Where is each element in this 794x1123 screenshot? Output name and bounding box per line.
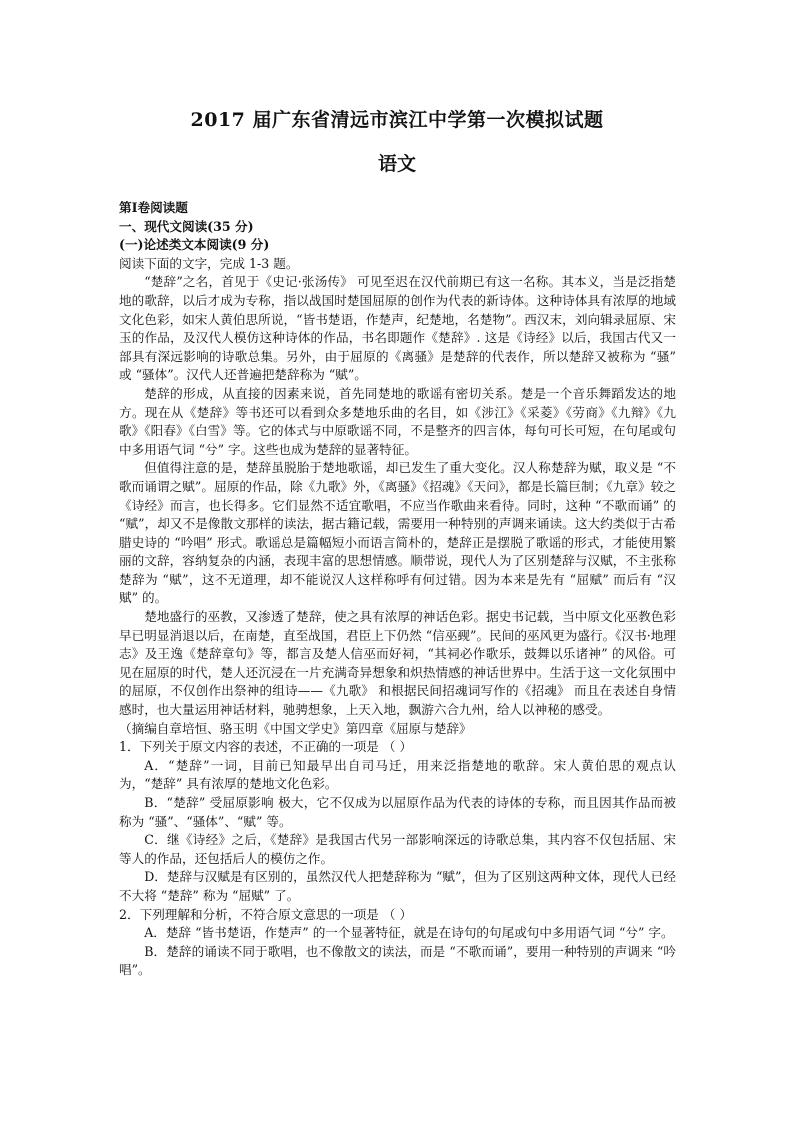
answer-option: D．楚辞与汉赋是有区别的，虽然汉代人把楚辞称为 “赋”，但为了区别这两种文体，现代人已经不大将 “楚辞” 称为 “屈赋” 了。 [119,869,676,903]
question-stem: 1．下列关于原文内容的表述，不正确的一项是 （ ） [119,739,413,755]
answer-option: A．“楚辞”一词，目前已知最早出自司马迁，用来泛指楚地的歌辞。宋人黄伯思的观点认为，“楚辞” 具有浓厚的楚地文化色彩。 [119,757,676,792]
question-stem: 2．下列理解和分析，不符合原文意思的一项是 （ ） [119,906,413,922]
passage-paragraph: 但值得注意的是，楚辞虽脱胎于楚地歌谣，却已发生了重大变化。汉人称楚辞为赋，取义是 “不歌而诵谓之赋”。屈原的作品，除《九歌》外，《离骚》《招魂》《天问》，都是长篇巨制；《九章》较之《诗经》而言，也长得多。它们显然不适宜歌唱，不应当作歌曲来看待。同时，这种 “不歌而诵” 的 “赋”，却又不是像散文那样的读法，据古籍记载，需要用一种特别的声调来诵读。这大约类似于古希腊史诗的 “吟唱” 形式。歌谣总是篇幅短小而语言简朴的，楚辞正是摆脱了歌谣的形式，才能使用繁丽的文辞，容纳复杂的内涵，表现丰富的思想情感。顺带说，现代人为了区别楚辞与汉赋，不主张称楚辞为 “赋”，这不无道理，却不能说汉人这样称呼有何过错。因为本来是先有 “屈赋” 而后有 “汉赋” 的。 [119,460,676,606]
part-heading: 第Ⅰ卷阅读题 [119,200,188,215]
document-body [119,199,676,980]
subject-title: 语文 [377,153,416,175]
reading-instruction: 阅读下面的文字，完成 1-3 题。 [119,255,299,271]
passage-paragraph: 楚地盛行的巫教，又渗透了楚辞，使之具有浓厚的神话色彩。据史书记载，当中原文化巫教色彩早已明显消退以后，在南楚，直至战国，君臣上下仍然 “信巫觋”。民间的巫风更为盛行。《汉书·地理志》及王逸《楚辞章句》等，都言及楚人信巫而好祠，“其祠必作歌乐，鼓舞以乐诸神” 的风俗。可见在屈原的时代，楚人还沉浸在一片充满奇异想象和炽热情感的神话世界中。生活于这一文化氛围中的屈原，不仅创作出祭神的组诗——《九歌》 和根据民间招魂词写作的《招魂》 而且在表述自身情感时，也大量运用神话材料，驰骋想象，上天入地，飘游六合九州，给人以神秘的感受。 [119,609,676,718]
source-citation: （摘编自章培恒、骆玉明《中国文学史》第四章《屈原与楚辞》 [119,720,472,736]
answer-option: B．“楚辞” 受屈原影响 极大，它不仅成为以屈原作品为代表的诗体的专称，而且因其作品而被称为 “骚”、“骚体”、“赋” 等。 [119,795,676,829]
document-title: 2017 届广东省清远市滨江中学第一次模拟试题 [190,109,604,131]
answer-option: C．继《诗经》之后，《楚辞》是我国古代另一部影响深远的诗歌总集，其内容不仅包括屈、宋等人的作品，还包括后人的模仿之作。 [119,832,676,866]
answer-option: A．楚辞 “皆书楚语，作楚声” 的一个显著特征，就是在诗句的句尾或句中多用语气词 “兮” 字。 [144,925,674,941]
passage-paragraph: “楚辞”之名，首见于《史记·张汤传》 可见至迟在汉代前期已有这一名称。其本义，当是泛指楚地的歌辞，以后才成为专称，指以战国时楚国屈原的创作为代表的新诗体。这种诗体具有浓厚的地域文化色彩，如宋人黄伯思所说，“皆书楚语，作楚声，纪楚地，名楚物”。西汉末，刘向辑录屈原、宋玉的作品，及汉代人模仿这种诗体的作品，书名即题作《楚辞》. 这是《诗经》以后，我国古代又一部具有深远影响的诗歌总集。另外，由于屈原的《离骚》是楚辞的代表作，所以楚辞又被称为 “骚” 或 “骚体”。汉代人还普遍把楚辞称为 “赋”。 [119,274,676,383]
subsection-heading: (一)论述类文本阅读(9 分) [119,237,270,253]
section-heading: 一、现代文阅读(35 分) [119,218,254,234]
passage-paragraph: 楚辞的形成，从直接的因素来说，首先同楚地的歌谣有密切关系。楚是一个音乐舞蹈发达的地方。现在从《楚辞》等书还可以看到众多楚地乐曲的名目，如《涉江》《采菱》《劳商》《九辩》《九歌》《阳春》《白雪》等。它的体式与中原歌谣不同，不是整齐的四言体，每句可长可短，在句尾或句中多用语气词 “兮” 字。这些也成为楚辞的显著特征。 [119,385,676,457]
answer-option: B．楚辞的诵读不同于歌唱，也不像散文的读法，而是 “不歌而诵”，要用一种特别的声调来 “吟唱”。 [119,943,676,978]
